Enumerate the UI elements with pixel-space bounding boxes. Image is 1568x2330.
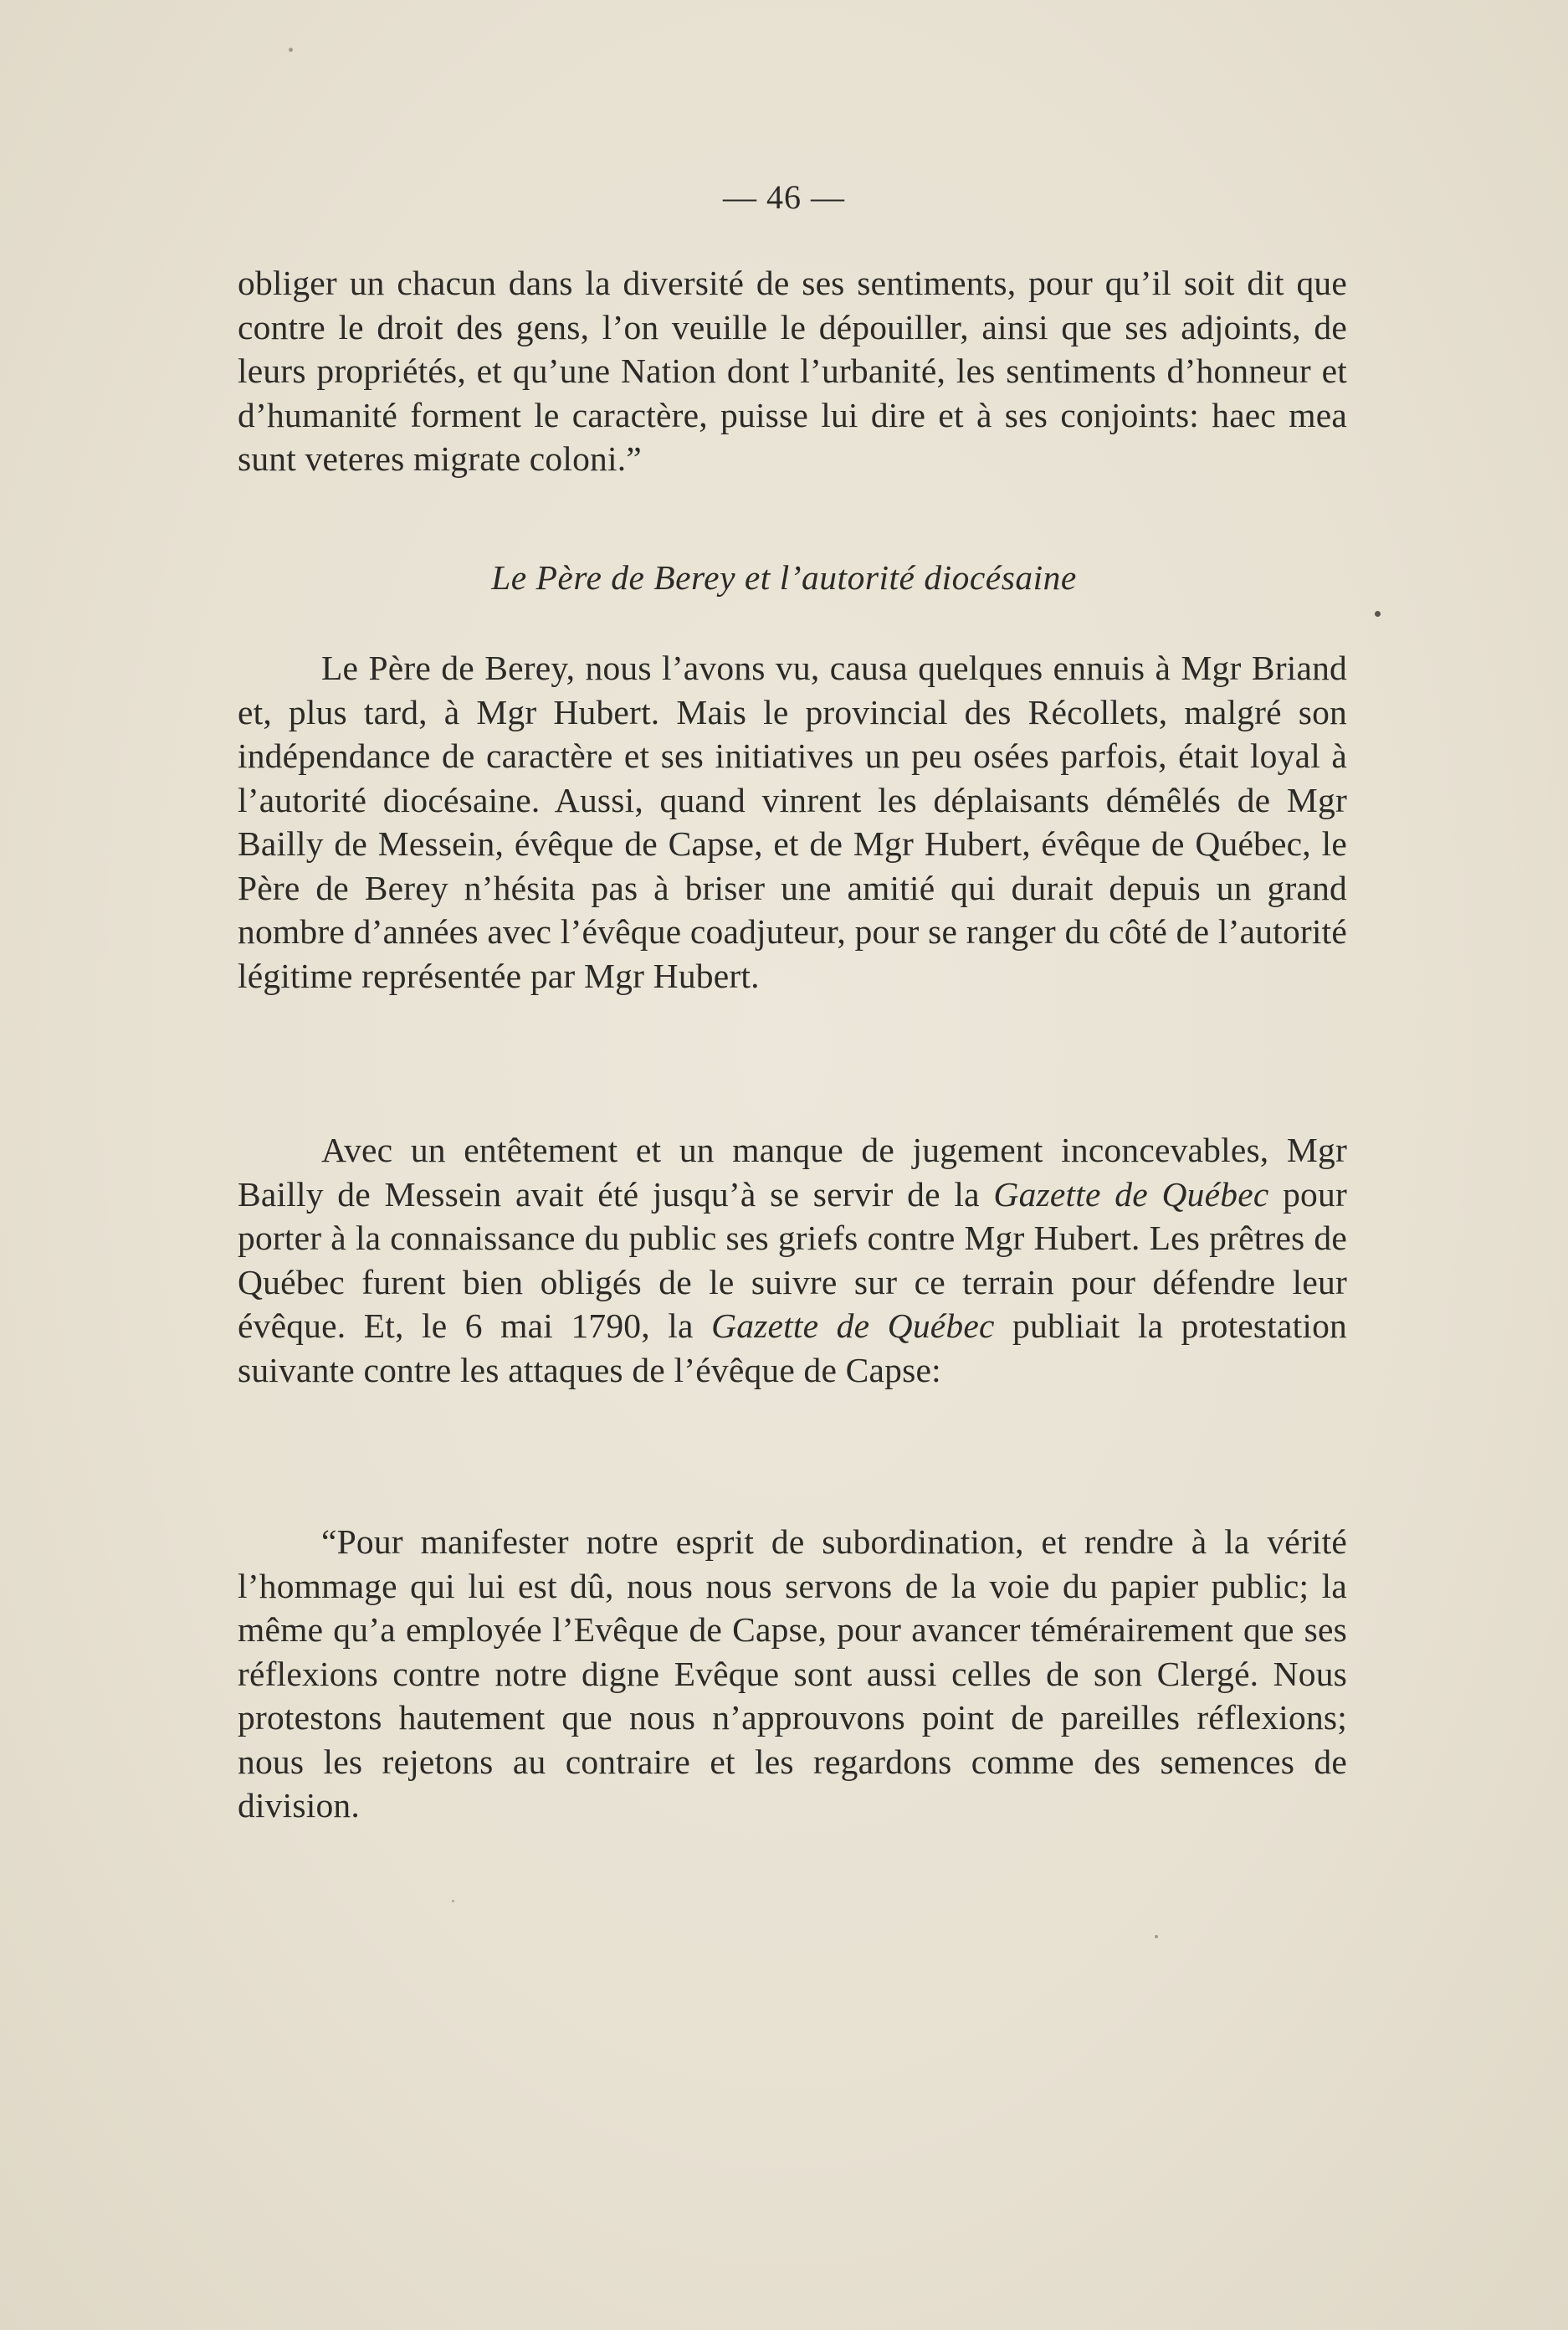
gazette-title-1: Gazette de Québec bbox=[993, 1174, 1269, 1214]
paragraph-3-text bbox=[238, 1128, 1347, 1392]
paragraph-berey bbox=[238, 646, 1347, 998]
paper-speck bbox=[1155, 1935, 1158, 1938]
paper-speck bbox=[452, 1900, 454, 1902]
gazette-title-2: Gazette de Québec bbox=[711, 1306, 995, 1345]
paragraph-gazette bbox=[238, 1128, 1347, 1392]
paragraph-3-part-1: Avec un entêtement et un manque de jugement inconcevables, Mgr Bailly de Messein avait été jusqu’à se servir de la bbox=[238, 1131, 1347, 1214]
page-number: — 46 — bbox=[723, 178, 845, 216]
paragraph-protestation bbox=[238, 1520, 1347, 1828]
paragraph-3-part-3: publiait la protestation suivante contre les attaques de l’évêque de Capse: bbox=[238, 1306, 1347, 1389]
paragraph-3-part-2: pour porter à la connaissance du public ses griefs contre Mgr Hubert. Les prêtres de Québec furent bien obligés de le suivre sur ce terrain pour défendre leur évêque. Et, le 6 mai 1790, la bbox=[238, 1174, 1347, 1345]
paragraph-2-text: Le Père de Berey, nous l’avons vu, causa quelques ennuis à Mgr Briand et, plus tard, à Mgr Hubert. Mais le provincial des Récollets, malgré son indépendance de caractère et ses initiatives un peu osées parfois, était loyal à l’autorité diocésaine. Aussi, quand vinrent les déplaisants démêlés de Mgr Bailly de Messein, évêque de Capse, et de Mgr Hubert, évêque de Québec, le Père de Berey n’hésita pas à briser une amitié qui durait depuis un grand nombre d’années avec l’évêque coadjuteur, pour se ranger du côté de l’autorité légitime représentée par Mgr Hubert. bbox=[238, 649, 1347, 995]
paragraph-4-text: “Pour manifester notre esprit de subordination, et rendre à la vérité l’hommage qui lui est dû, nous nous servons de la voie du papier public; la même qu’a employée l’Evêque de Capse, pour avancer témérairement que ses réflexions contre notre digne Evêque sont aussi celles de son Clergé. Nous protestons hautement que nous n’approuvons point de pareilles réflexions; nous les rejetons au contraire et les regardons comme des semences de division. bbox=[238, 1522, 1347, 1824]
paper-speck bbox=[289, 48, 293, 52]
section-heading: Le Père de Berey et l’autorité diocésaine bbox=[491, 558, 1077, 597]
paper-speck bbox=[1375, 611, 1381, 617]
paragraph-continuation bbox=[238, 261, 1347, 481]
paragraph-1-text: obliger un chacun dans la diversité de ses sentiments, pour qu’il soit dit que contre le droit des gens, l’on veuille le dépouiller, ainsi que ses adjoints, de leurs propriétés, et qu’une Nation dont l’urbanité, les sentiments d’honneur et d’humanité forment le caractère, puisse lui dire et à ses conjoints: haec mea sunt veteres migrate coloni.” bbox=[238, 264, 1347, 478]
